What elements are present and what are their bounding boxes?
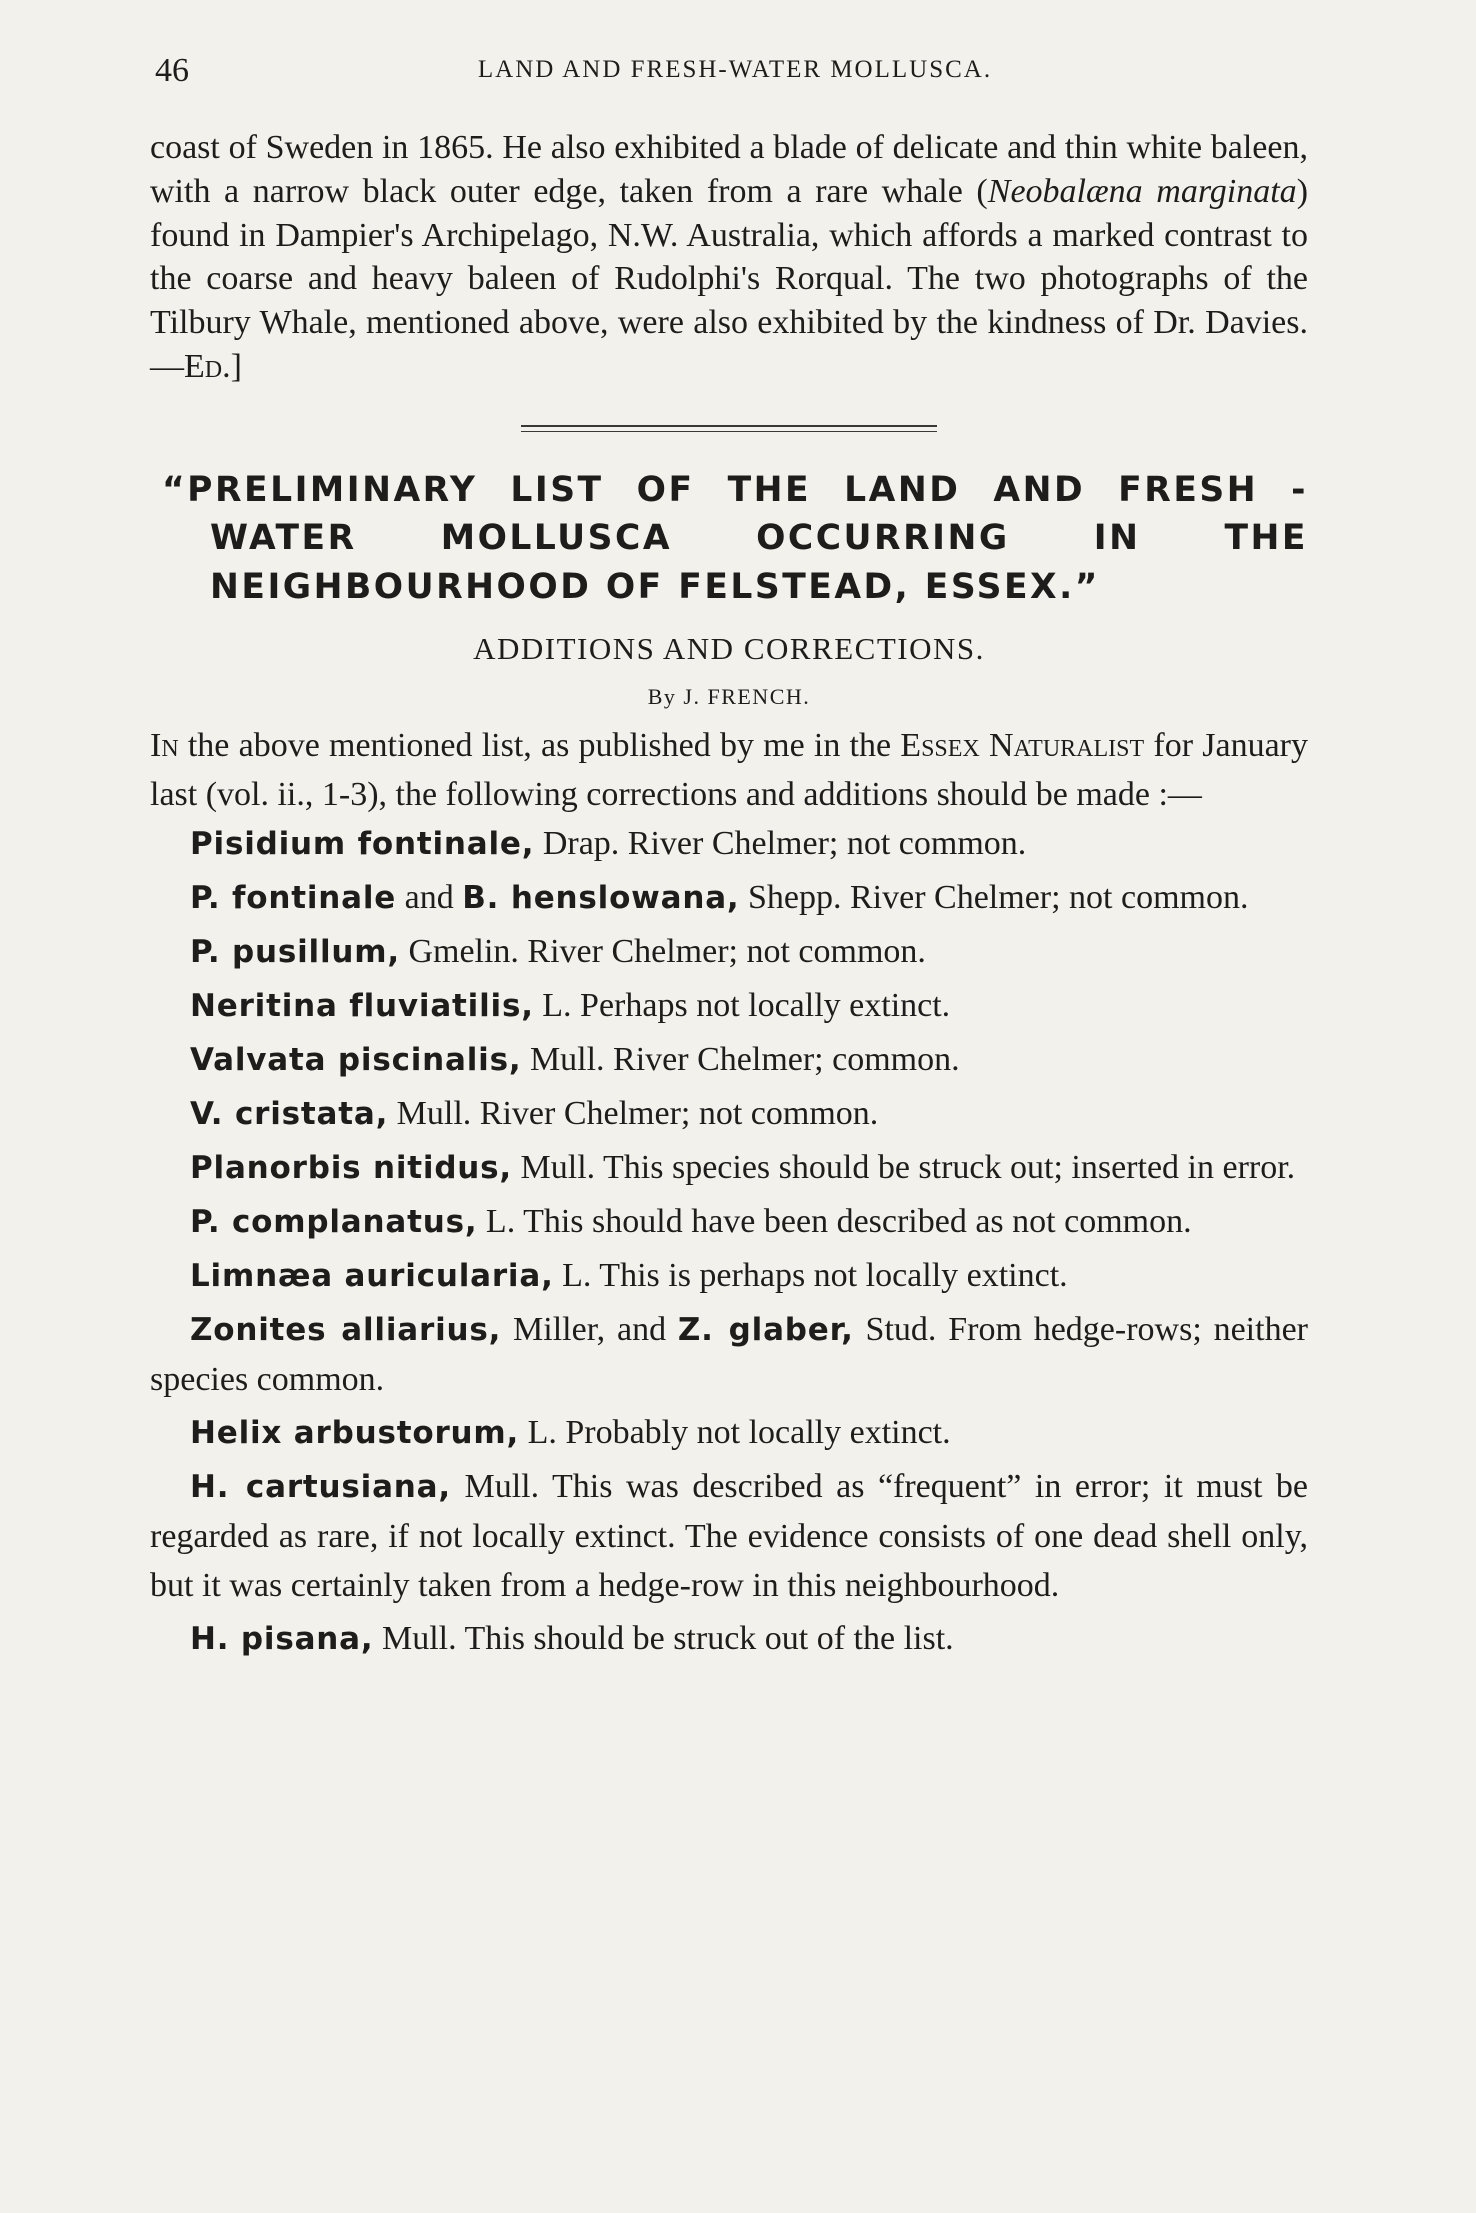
entry-text: L. Probably not locally extinct. bbox=[519, 1414, 951, 1452]
species-name: Planorbis nitidus, bbox=[190, 1150, 513, 1187]
entry-text: L. Perhaps not locally extinct. bbox=[533, 987, 951, 1025]
entry-text: Mull. This was described as “frequent” in error; it must be regarded as rare, if not locally extinct. The evidence consists of one dead shell only, but it was certainly taken from a hedge-row in this neighbourhood. bbox=[150, 1468, 1308, 1605]
continued-paragraph bbox=[150, 126, 1308, 389]
article-title: “PRELIMINARY LIST OF THE LAND AND FRESH - WATER MOLLUSCA OCCURRING IN THE NEIGHBOURHOOD OF FELSTEAD, ESSEX.” bbox=[162, 469, 1308, 607]
species-name: P. fontinale bbox=[190, 880, 397, 917]
journal-name: Essex Naturalist bbox=[900, 727, 1145, 765]
dropcap-word: In bbox=[150, 727, 179, 765]
species-name: Z. glaber, bbox=[677, 1312, 854, 1349]
entry-text: Mull. River Chelmer; common. bbox=[521, 1041, 960, 1079]
entry-text: Gmelin. River Chelmer; not common. bbox=[399, 933, 926, 971]
species-entry bbox=[150, 1035, 1308, 1085]
species-entry bbox=[150, 873, 1308, 923]
paragraph-text: coast of Sweden in 1865. He also exhibited a blade of delicate and thin white baleen, with a narrow black outer edge, taken from a rare whale ( bbox=[150, 129, 1308, 210]
species-name: H. pisana, bbox=[190, 1621, 374, 1658]
species-entry bbox=[150, 981, 1308, 1031]
entry-text: Stud. From hedge-rows; neither species common. bbox=[150, 1311, 1308, 1399]
running-title: LAND AND FRESH-WATER MOLLUSCA. bbox=[477, 56, 993, 83]
species-entry bbox=[150, 1462, 1308, 1610]
species-name: P. pusillum, bbox=[190, 934, 400, 971]
intro-text: the above mentioned list, as published by me in the bbox=[178, 727, 901, 765]
intro-paragraph bbox=[150, 721, 1308, 819]
intro-text: for January last (vol. ii., 1-3), the following corrections and additions should be made :— bbox=[150, 727, 1308, 814]
body-column bbox=[150, 126, 1308, 1664]
entry-text: Miller, and bbox=[501, 1311, 678, 1349]
entry-text: Mull. River Chelmer; not common. bbox=[388, 1095, 879, 1133]
byline: By J. FRENCH. bbox=[647, 684, 811, 710]
species-list bbox=[150, 819, 1308, 1664]
entry-text: Mull. This species should be struck out; inserted in error. bbox=[512, 1149, 1296, 1187]
species-entry bbox=[150, 927, 1308, 977]
running-head bbox=[155, 52, 1315, 96]
species-entry bbox=[150, 1614, 1308, 1664]
species-entry bbox=[150, 1089, 1308, 1139]
entry-text: Drap. River Chelmer; not common. bbox=[534, 825, 1027, 863]
entry-text: L. This is perhaps not locally extinct. bbox=[553, 1257, 1068, 1295]
section-divider bbox=[521, 425, 937, 432]
species-entry bbox=[150, 1251, 1308, 1301]
species-name: Pisidium fontinale, bbox=[190, 826, 535, 863]
species-name: V. cristata, bbox=[190, 1096, 389, 1133]
species-entry bbox=[150, 1408, 1308, 1458]
article-subtitle: ADDITIONS AND CORRECTIONS. bbox=[473, 631, 985, 667]
species-name: B. henslowana, bbox=[462, 880, 740, 917]
entry-text: Shepp. River Chelmer; not common. bbox=[739, 879, 1249, 917]
entry-text: L. This should have been described as not common. bbox=[477, 1203, 1192, 1241]
species-name: Helix arbustorum, bbox=[190, 1415, 520, 1452]
species-name: Valvata piscinalis, bbox=[190, 1042, 522, 1079]
species-name: Limnæa auricularia, bbox=[190, 1258, 554, 1295]
species-name: P. complanatus, bbox=[190, 1204, 478, 1241]
italic-species-name: Neobalæna marginata bbox=[987, 172, 1297, 210]
species-entry bbox=[150, 1197, 1308, 1247]
page-number: 46 bbox=[155, 52, 189, 89]
species-entry bbox=[150, 1305, 1308, 1404]
species-name: Neritina fluviatilis, bbox=[190, 988, 534, 1025]
species-entry bbox=[150, 1143, 1308, 1193]
species-entry bbox=[150, 819, 1308, 869]
species-name: Zonites alliarius, bbox=[190, 1312, 502, 1349]
editor-mark: Ed. bbox=[184, 347, 231, 385]
closing-bracket: ] bbox=[230, 347, 242, 385]
species-name: H. cartusiana, bbox=[190, 1469, 451, 1506]
entry-text: Mull. This should be struck out of the list. bbox=[373, 1620, 954, 1658]
paragraph-text: ) found in Dampier's Archipelago, N.W. Australia, which affords a marked contrast to the coarse and heavy baleen of Rudolphi's Rorqual. The two photographs of the Tilbury Whale, mentioned above, were also exhibited by the kindness of Dr. Davies.— bbox=[150, 172, 1309, 385]
entry-text: and bbox=[396, 879, 463, 917]
